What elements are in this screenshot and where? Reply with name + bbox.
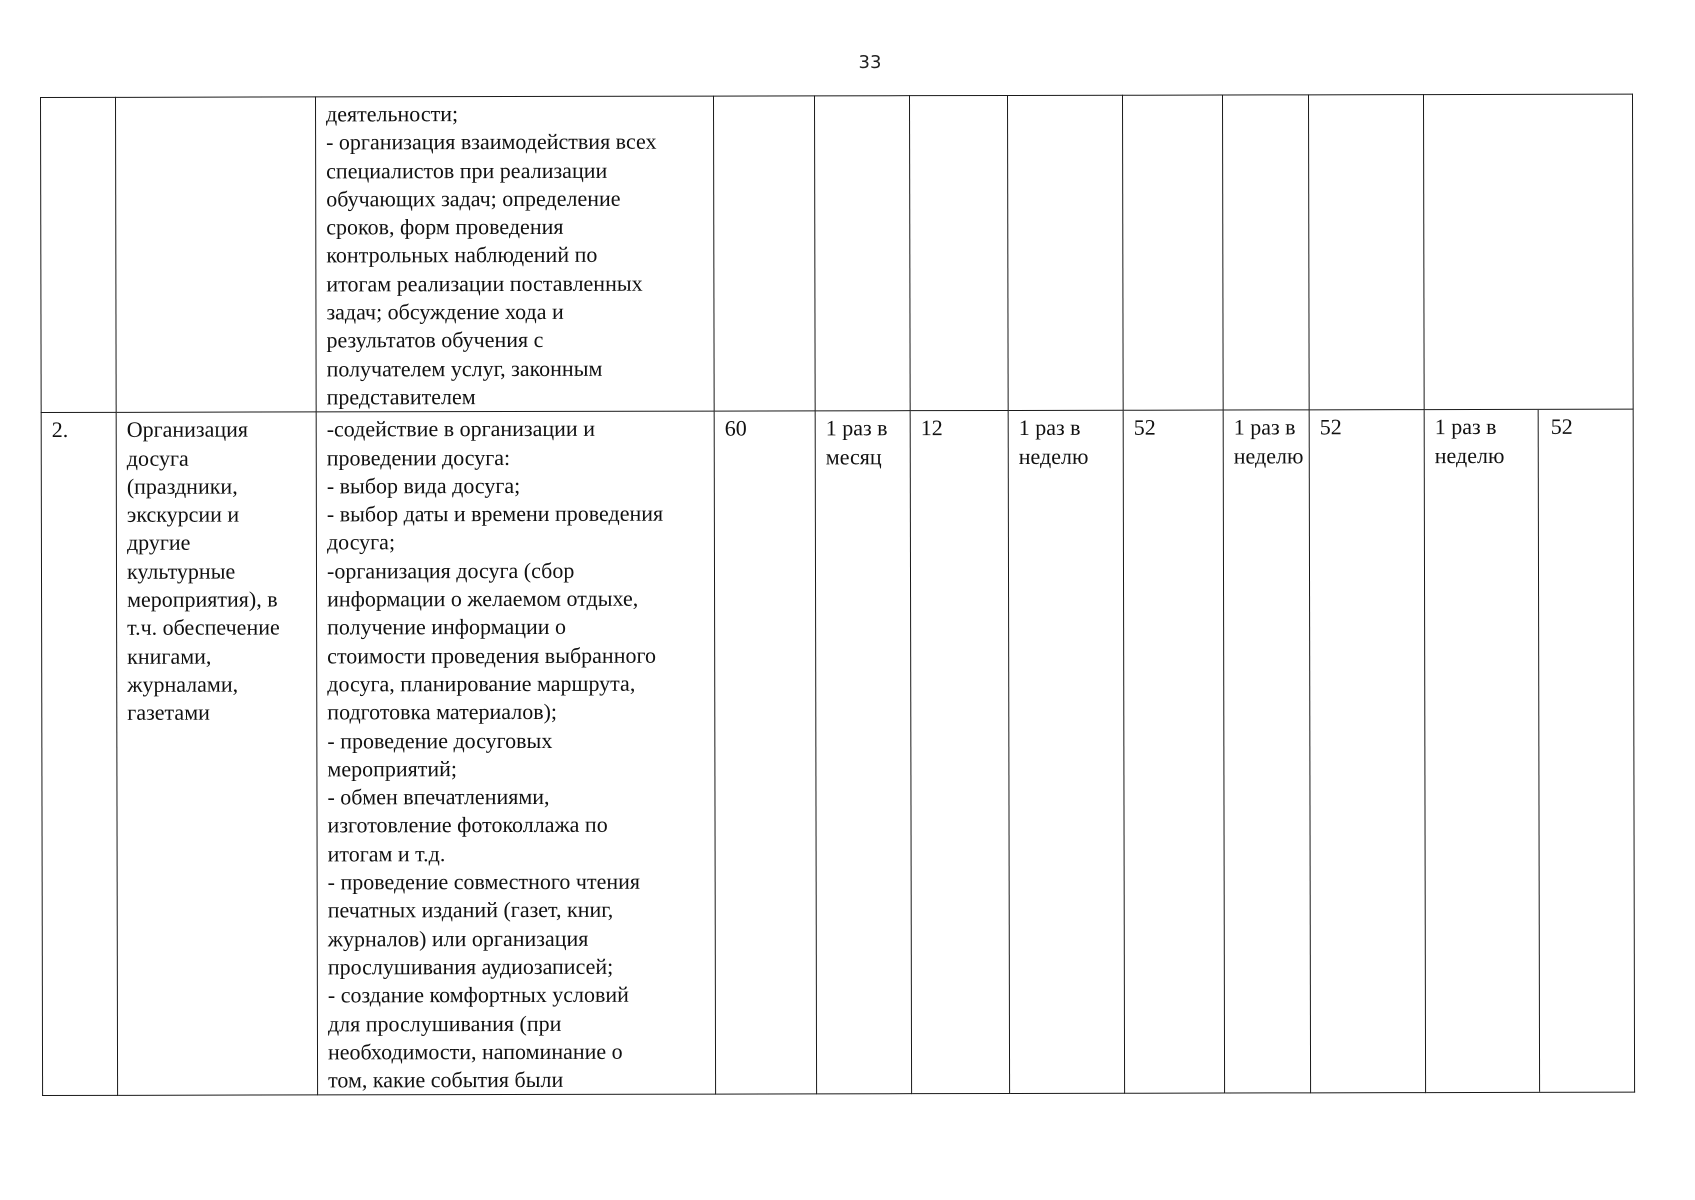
service-line: мероприятия), в <box>127 586 278 612</box>
cell-count-1 <box>909 95 1008 410</box>
cell-frequency-4-and-count-4 <box>1424 409 1634 1093</box>
cell-count-2: 52 <box>1123 410 1224 1093</box>
cell-frequency-1 <box>815 411 911 1094</box>
cell-description <box>316 96 715 412</box>
description-line: журналов) или организация <box>327 925 589 952</box>
description-line: получателем услуг, законным <box>326 355 603 382</box>
description-line: представителем <box>326 384 476 410</box>
description-line: результатов обучения с <box>326 327 544 353</box>
cell-count-1: 12 <box>910 411 1009 1094</box>
frequency-line: 1 раз в <box>1018 415 1081 441</box>
service-line: книгами, <box>127 643 212 669</box>
cell-count-2 <box>1122 95 1223 410</box>
frequency-line: 1 раз в <box>1434 414 1497 440</box>
description-line: информации о желаемом отдыхе, <box>327 585 639 612</box>
frequency-line: 1 раз в <box>825 415 888 441</box>
description-line: контрольных наблюдений по <box>326 242 598 268</box>
description-line: -организация досуга (сбор <box>326 557 575 584</box>
cell-description <box>316 411 715 1095</box>
service-line: другие <box>126 530 191 556</box>
frequency-line: неделю <box>1233 442 1304 469</box>
cell-service <box>116 97 317 413</box>
cell-service <box>116 412 317 1096</box>
description-line: печатных изданий (газет, книг, <box>327 897 614 923</box>
service-line: экскурсии и <box>126 501 240 527</box>
service-line: журналами, <box>127 671 239 697</box>
frequency-line: неделю <box>1434 442 1505 468</box>
description-line: том, какие события были <box>328 1067 564 1093</box>
table-row-service-2 <box>41 409 1634 1095</box>
description-line: досуга; <box>326 529 396 555</box>
description-line: обучающих задач; определение <box>326 185 621 212</box>
cell-frequency-4 <box>1425 410 1540 1092</box>
cell-number <box>41 97 117 412</box>
service-line: газетами <box>127 699 210 726</box>
description-line: сроков, форм проведения <box>326 214 564 240</box>
services-table <box>40 94 1635 1097</box>
description-line: итогам реализации поставленных <box>326 270 643 297</box>
description-line: итогам и т.д. <box>327 840 446 867</box>
description-line: - выбор даты и времени проведения <box>326 500 664 527</box>
description-line: деятельности; <box>326 101 459 127</box>
description-line: проведении досуга: <box>326 444 511 470</box>
service-line: т.ч. обеспечение <box>127 614 280 641</box>
cell-count-3: 52 <box>1309 410 1425 1093</box>
service-line: досуга <box>126 445 189 471</box>
service-line: культурные <box>126 558 236 584</box>
frequency-line: месяц <box>825 443 882 469</box>
description-line: задач; обсуждение хода и <box>326 298 564 325</box>
description-line: изготовление фотоколлажа по <box>327 812 608 838</box>
cell-count-3 <box>1308 95 1424 411</box>
description-line: для прослушивания (при <box>327 1010 562 1036</box>
description-line: - проведение совместного чтения <box>327 868 641 895</box>
cell-frequency-3 <box>1222 95 1309 410</box>
cell-frequency-2 <box>1008 410 1124 1093</box>
description-line: - обмен впечатлениями, <box>327 784 550 810</box>
cell-duration <box>713 96 815 411</box>
cell-count-4: 52 <box>1550 414 1573 440</box>
description-line: подготовка материалов); <box>327 699 558 725</box>
description-line: - создание комфортных условий <box>327 981 629 1008</box>
table-row-continuation <box>41 94 1634 413</box>
cell-duration: 60 <box>714 411 816 1094</box>
description-line: прослушивания аудиозаписей; <box>327 953 614 980</box>
frequency-line: неделю <box>1018 443 1089 469</box>
description-line: необходимости, напоминание о <box>327 1038 623 1065</box>
cell-frequency-4-and-count-4 <box>1423 94 1633 410</box>
cell-frequency-1 <box>814 96 910 411</box>
service-line: (праздники, <box>126 473 238 499</box>
description-line: специалистов при реализации <box>326 157 608 183</box>
description-line: - выбор вида досуга; <box>326 472 521 499</box>
description-line: досуга, планирование маршрута, <box>327 670 636 697</box>
cell-number: 2. <box>41 413 117 1096</box>
description-line: - организация взаимодействия всех <box>326 129 657 155</box>
page-number: 33 <box>858 52 882 73</box>
description-line: стоимости проведения выбранного <box>327 642 656 669</box>
description-line: - проведение досуговых <box>327 727 553 753</box>
frequency-line: 1 раз в <box>1233 414 1296 440</box>
service-line: Организация <box>126 416 249 443</box>
description-line: получение информации о <box>327 614 567 640</box>
description-line: -содействие в организации и <box>326 416 595 442</box>
cell-frequency-2 <box>1007 95 1123 411</box>
cell-frequency-3 <box>1223 410 1310 1093</box>
description-line: мероприятий; <box>327 755 458 782</box>
